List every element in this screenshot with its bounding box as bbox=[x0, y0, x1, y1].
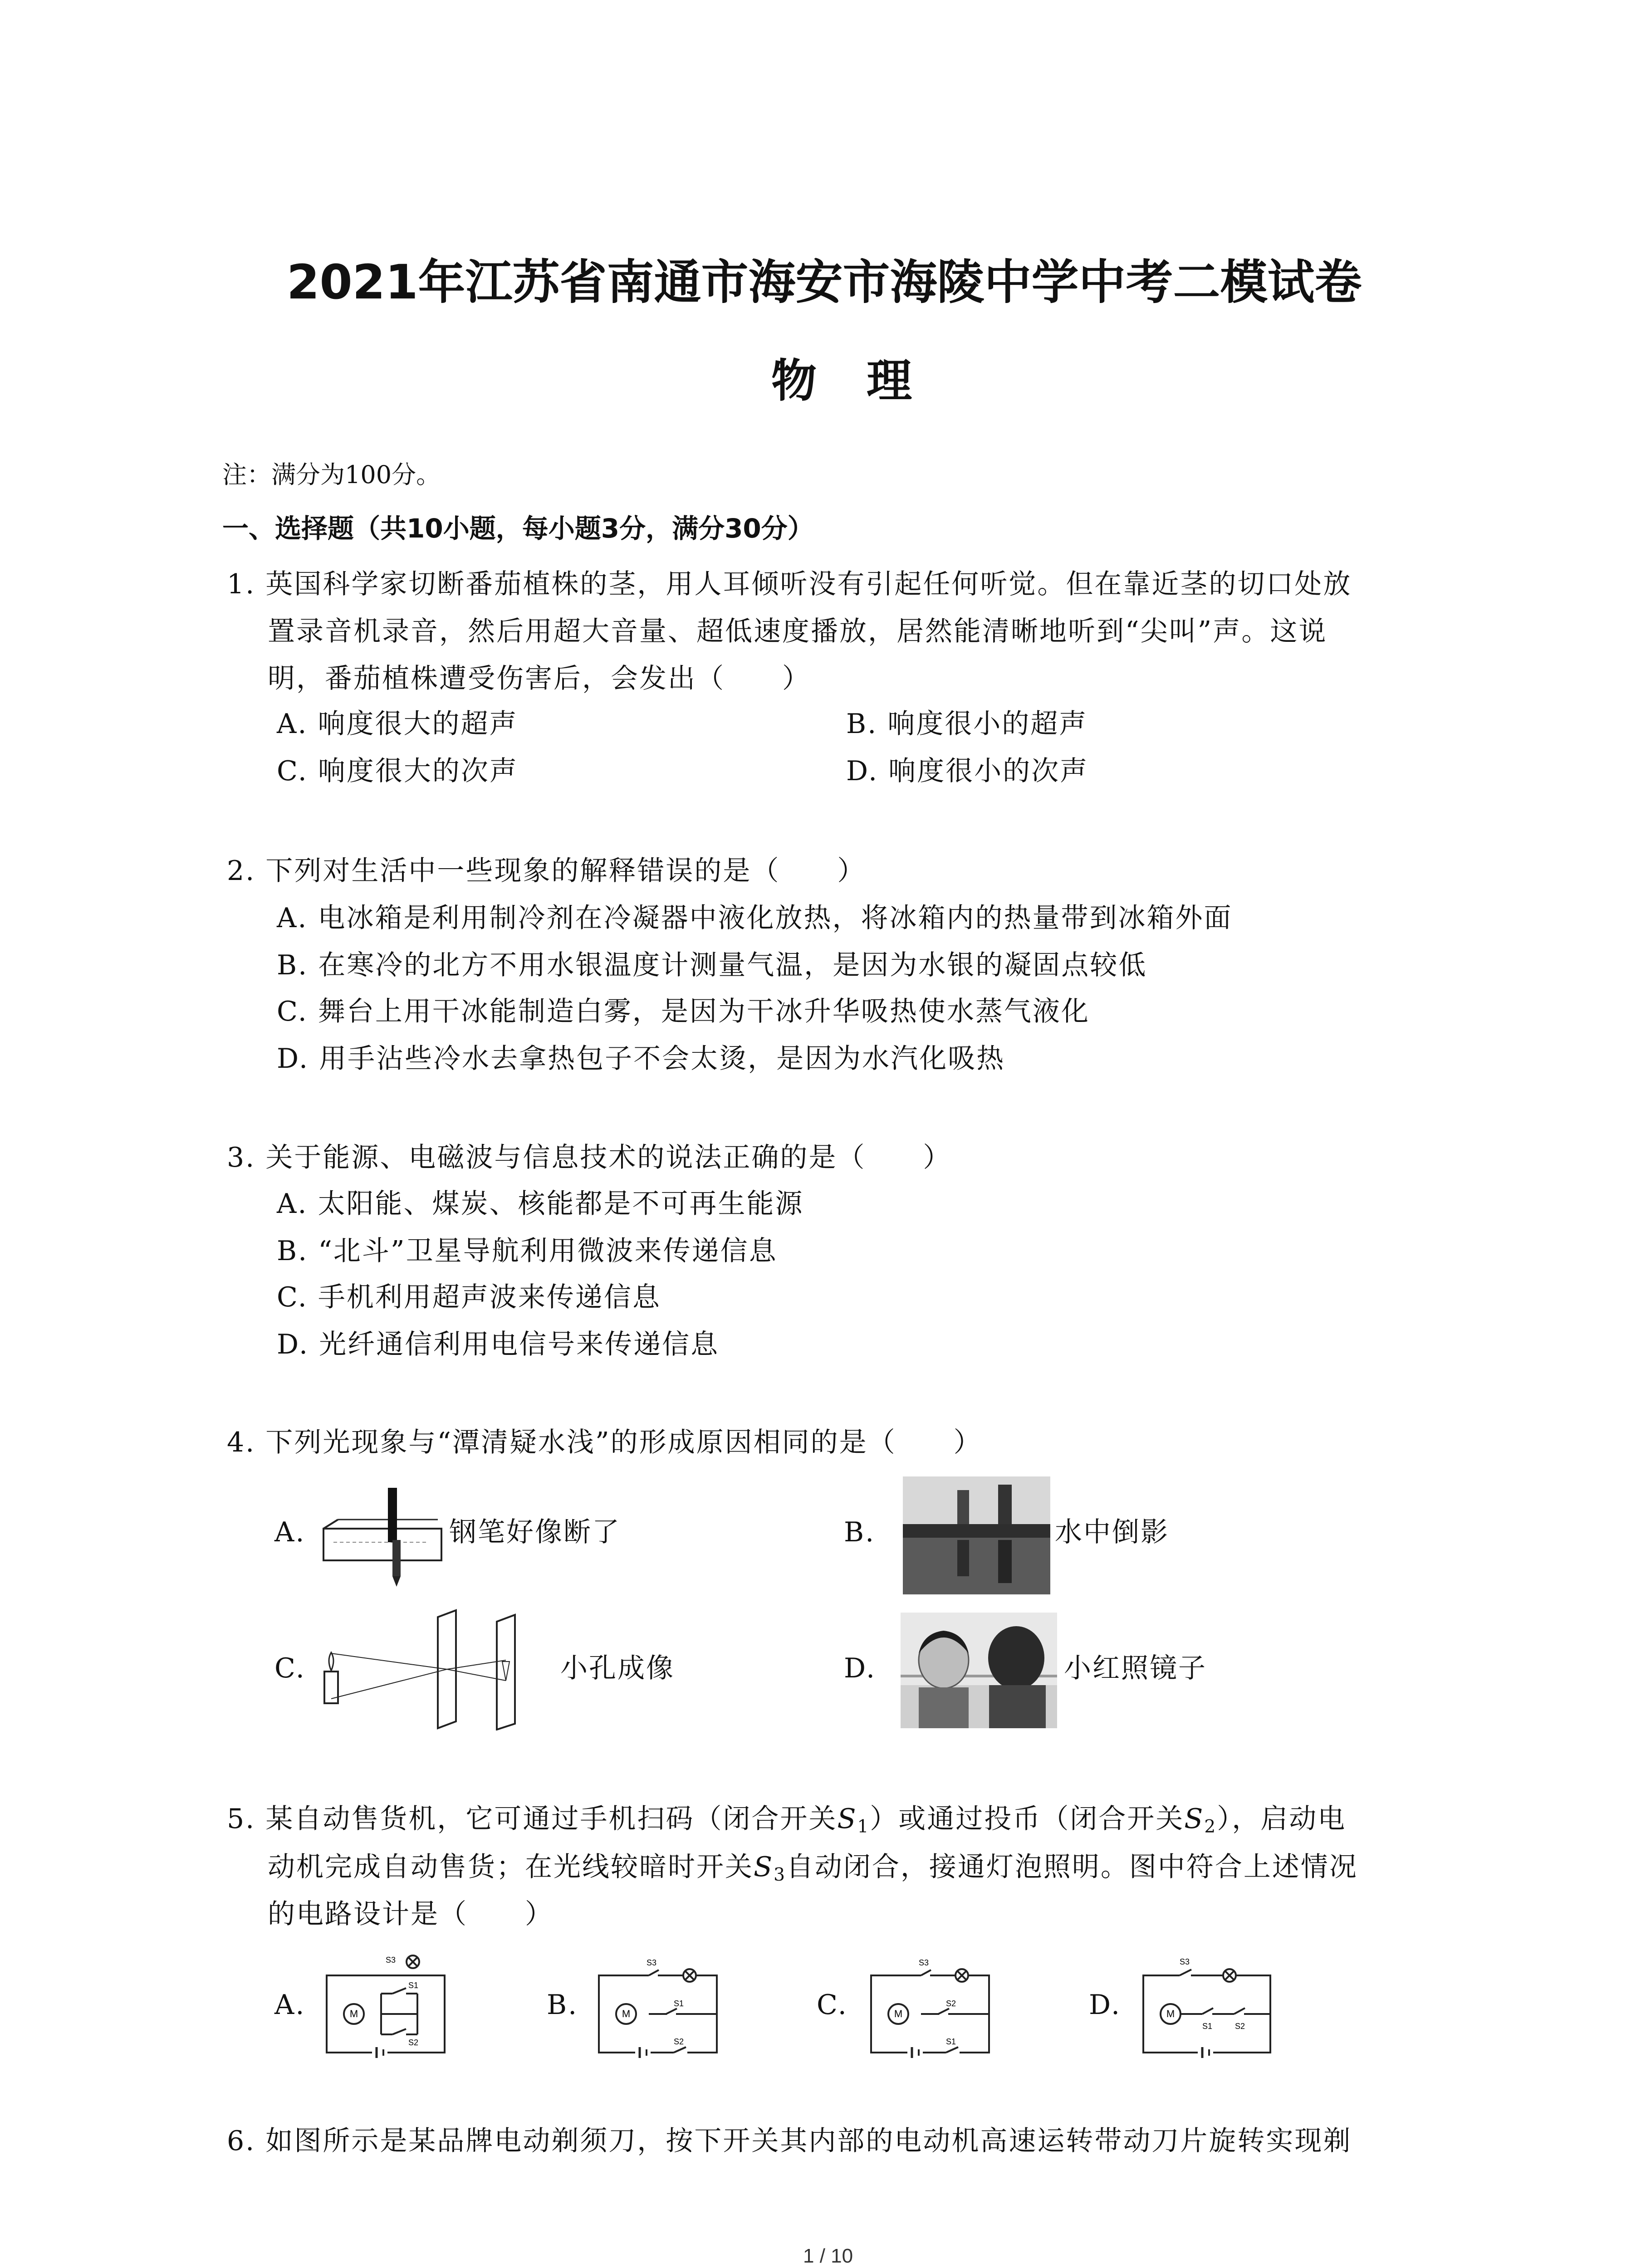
circuit-b-diagram bbox=[590, 1948, 726, 2066]
circuit-d-letter: D. bbox=[1089, 1989, 1122, 2021]
option-d: D. 光纤通信利用电信号来传递信息 bbox=[277, 1329, 720, 1360]
option-b: B. 响度很小的超声 bbox=[846, 708, 1088, 740]
question-4-stem: 4. 下列光现象与“潭清疑水浅”的形成原因相同的是（ ） bbox=[227, 1427, 982, 1458]
svg-text:S2: S2 bbox=[408, 2038, 419, 2047]
svg-text:S3: S3 bbox=[647, 1958, 657, 1967]
svg-text:S1: S1 bbox=[674, 1999, 684, 2008]
svg-text:M: M bbox=[349, 2008, 358, 2019]
option-c: C. 手机利用超声波来传递信息 bbox=[277, 1281, 661, 1313]
option-d: D. 响度很小的次声 bbox=[846, 755, 1089, 787]
svg-text:S3: S3 bbox=[1180, 1957, 1190, 1966]
reflection-in-water-photo bbox=[903, 1476, 1050, 1594]
option-b-letter: B. bbox=[844, 1516, 876, 1548]
svg-text:S3: S3 bbox=[919, 1958, 929, 1967]
circuit-a-diagram bbox=[318, 1948, 454, 2066]
svg-text:S2: S2 bbox=[674, 2037, 684, 2046]
option-c: C. 响度很大的次声 bbox=[277, 755, 518, 787]
question-1-line-3: 明，番茄植株遭受伤害后，会发出（ ） bbox=[268, 663, 811, 694]
option-d-text: 小红照镜子 bbox=[1064, 1652, 1207, 1684]
broken-pen-in-water-figure bbox=[320, 1483, 447, 1588]
option-a-text: 钢笔好像断了 bbox=[449, 1516, 621, 1548]
pinhole-imaging-figure bbox=[320, 1608, 556, 1730]
section-heading: 一、选择题（共10小题，每小题3分，满分30分） bbox=[222, 513, 814, 544]
question-5-line-3: 的电路设计是（ ） bbox=[268, 1898, 554, 1930]
circuit-c-diagram bbox=[862, 1948, 998, 2066]
circuit-d-diagram bbox=[1134, 1948, 1279, 2066]
option-a: A. 太阳能、煤炭、核能都是不可再生能源 bbox=[277, 1188, 804, 1220]
option-b: B. 在寒冷的北方不用水银温度计测量气温，是因为水银的凝固点较低 bbox=[277, 949, 1147, 981]
svg-text:S1: S1 bbox=[408, 1981, 419, 1990]
page-title: 2021年江苏省南通市海安市海陵中学中考二模试卷 bbox=[287, 254, 1362, 310]
option-a: A. 电冰箱是利用制冷剂在冷凝器中液化放热，将冰箱内的热量带到冰箱外面 bbox=[277, 902, 1233, 934]
circuit-c-letter: C. bbox=[817, 1989, 848, 2021]
option-a: A. 响度很大的超声 bbox=[277, 708, 518, 740]
question-1-line-2: 置录音机录音，然后用超大音量、超低速度播放，居然能清晰地听到“尖叫”声。这说 bbox=[268, 616, 1327, 647]
girl-mirror-photo bbox=[901, 1613, 1057, 1728]
svg-text:S3: S3 bbox=[386, 1955, 396, 1965]
circuit-a-letter: A. bbox=[274, 1989, 306, 2021]
svg-text:M: M bbox=[622, 2008, 631, 2019]
option-d-letter: D. bbox=[844, 1652, 877, 1684]
circuit-b-letter: B. bbox=[547, 1989, 578, 2021]
subject-title: 物理 bbox=[771, 354, 962, 407]
option-b-text: 水中倒影 bbox=[1055, 1516, 1169, 1548]
score-note: 注：满分为100分。 bbox=[222, 460, 441, 489]
question-2-stem: 2. 下列对生活中一些现象的解释错误的是（ ） bbox=[227, 855, 866, 887]
svg-text:S2: S2 bbox=[946, 1999, 956, 2008]
svg-text:M: M bbox=[1166, 2008, 1175, 2019]
question-5-line-2: 动机完成自动售货；在光线较暗时开关$S_3$自动闭合，接通灯泡照明。图中符合上述情况 bbox=[268, 1851, 1358, 1885]
option-a-letter: A. bbox=[274, 1516, 306, 1548]
option-c-letter: C. bbox=[274, 1652, 306, 1684]
question-6-line-1: 6. 如图所示是某品牌电动剃须刀，按下开关其内部的电动机高速运转带动刀片旋转实现剃 bbox=[227, 2125, 1352, 2157]
svg-text:S1: S1 bbox=[946, 2037, 956, 2046]
svg-text:S1: S1 bbox=[1202, 2022, 1213, 2031]
question-1-line-1: 1. 英国科学家切断番茄植株的茎，用人耳倾听没有引起任何听觉。但在靠近茎的切口处放 bbox=[227, 568, 1352, 600]
option-c-text: 小孔成像 bbox=[560, 1652, 675, 1684]
svg-text:M: M bbox=[894, 2008, 903, 2019]
question-5-line-1: 5. 某自动售货机，它可通过手机扫码（闭合开关$S_1$）或通过投币（闭合开关$S_2$），启动电 bbox=[227, 1803, 1347, 1837]
question-3-stem: 3. 关于能源、电磁波与信息技术的说法正确的是（ ） bbox=[227, 1142, 952, 1173]
option-b: B. “北斗”卫星导航利用微波来传递信息 bbox=[277, 1235, 778, 1267]
page-number: 1 / 10 bbox=[803, 2245, 853, 2267]
option-d: D. 用手沾些冷水去拿热包子不会太烫，是因为水汽化吸热 bbox=[277, 1043, 1005, 1075]
svg-text:S2: S2 bbox=[1235, 2022, 1245, 2031]
option-c: C. 舞台上用干冰能制造白雾，是因为干冰升华吸热使水蒸气液化 bbox=[277, 996, 1090, 1027]
